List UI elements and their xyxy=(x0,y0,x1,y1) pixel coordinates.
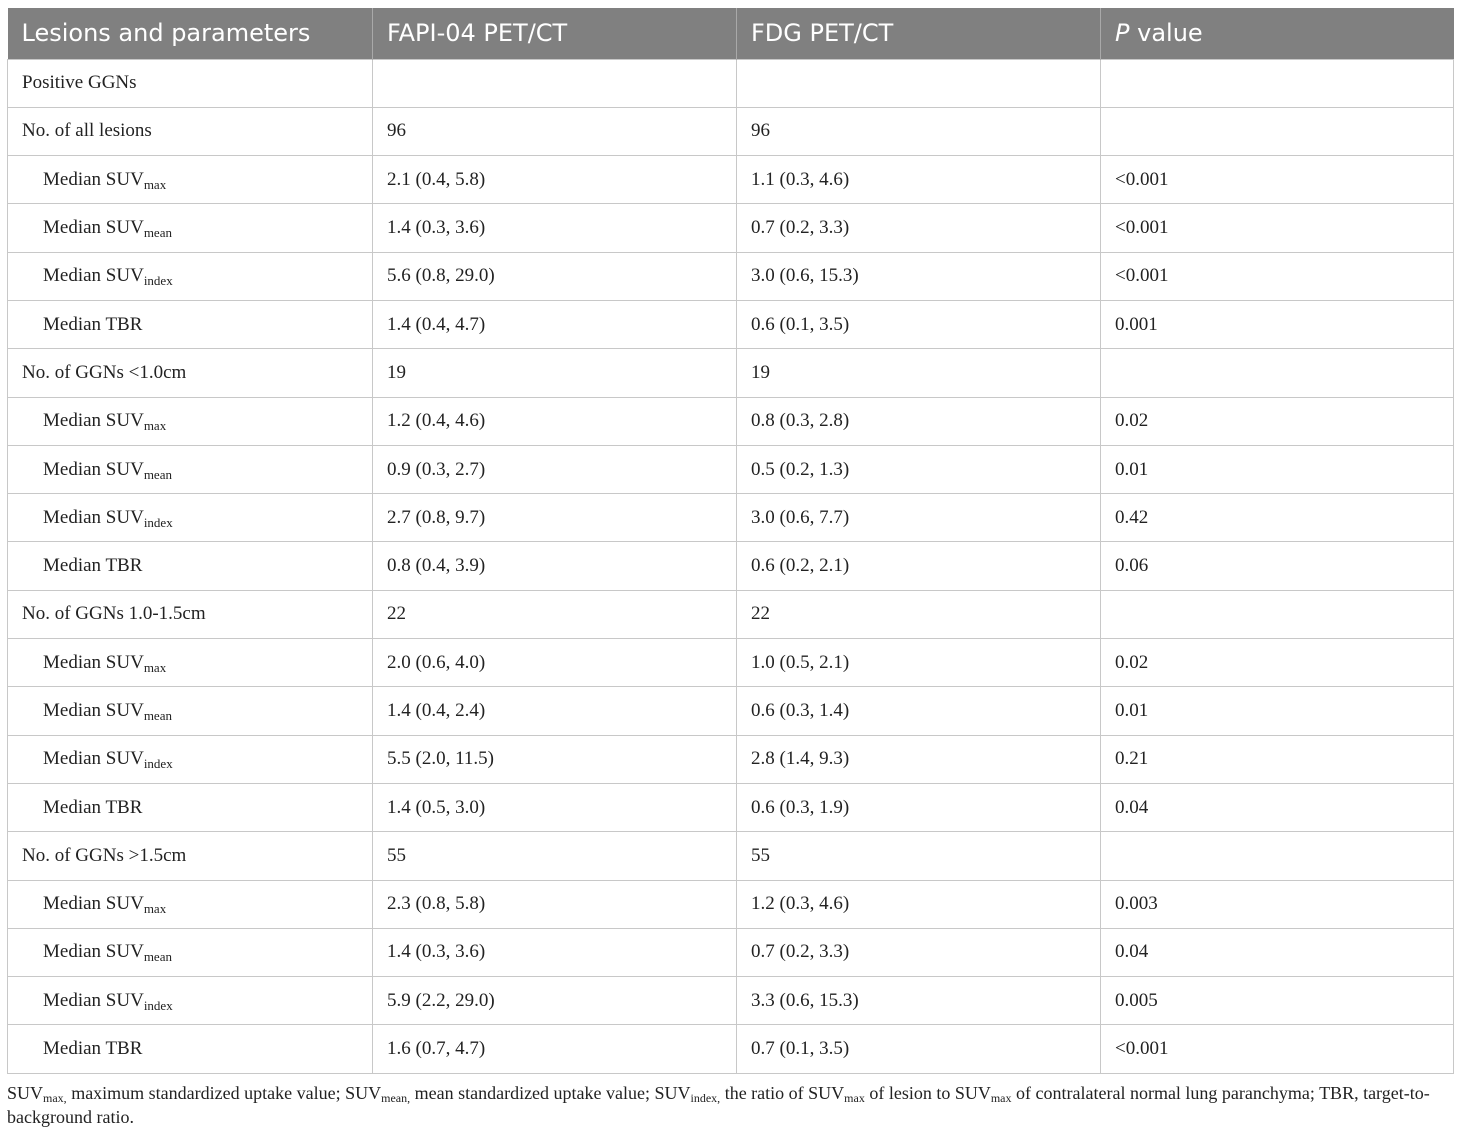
footnote-text: of lesion to SUV xyxy=(864,1083,991,1103)
cell-parameter xyxy=(8,300,373,348)
cell-fapi: 19 xyxy=(373,349,737,397)
cell-parameter xyxy=(8,349,373,397)
cell-parameter xyxy=(8,687,373,735)
parameter-subscript: max xyxy=(143,418,167,434)
cell-parameter xyxy=(8,880,373,928)
cell-fdg: 0.7 (0.1, 3.5) xyxy=(737,1025,1101,1073)
parameter-subscript: index xyxy=(143,514,173,530)
footnote-sub: max xyxy=(990,1091,1012,1105)
table-row xyxy=(8,107,1454,155)
table-row xyxy=(8,542,1454,590)
table-row xyxy=(8,494,1454,542)
footnote-sub: max, xyxy=(43,1091,67,1105)
cell-parameter xyxy=(8,204,373,252)
table-row xyxy=(8,735,1454,783)
cell-p-value: 0.02 xyxy=(1101,397,1454,445)
table-body xyxy=(8,59,1454,1073)
header-p-value xyxy=(1101,8,1454,59)
cell-fapi: 1.2 (0.4, 4.6) xyxy=(373,397,737,445)
table-row xyxy=(8,445,1454,493)
footnote-sub: max xyxy=(844,1091,865,1105)
cell-p-value xyxy=(1101,832,1454,880)
cell-fapi: 2.7 (0.8, 9.7) xyxy=(373,494,737,542)
cell-p-value: 0.01 xyxy=(1101,687,1454,735)
cell-fdg: 3.0 (0.6, 7.7) xyxy=(737,494,1101,542)
cell-fapi: 1.4 (0.3, 3.6) xyxy=(373,204,737,252)
footnote-text: maximum standardized uptake value; SUV xyxy=(66,1083,382,1103)
cell-fdg: 0.5 (0.2, 1.3) xyxy=(737,445,1101,493)
parameter-subscript: max xyxy=(143,176,167,192)
cell-fapi: 0.8 (0.4, 3.9) xyxy=(373,542,737,590)
cell-p-value: 0.005 xyxy=(1101,977,1454,1025)
cell-parameter xyxy=(8,107,373,155)
parameter-label: Median SUV xyxy=(43,989,144,1011)
header-lesions-parameters: Lesions and parameters xyxy=(8,8,373,59)
cell-fdg xyxy=(737,59,1101,107)
cell-fdg: 0.8 (0.3, 2.8) xyxy=(737,397,1101,445)
cell-parameter xyxy=(8,252,373,300)
cell-fapi: 5.5 (2.0, 11.5) xyxy=(373,735,737,783)
parameter-label: Positive GGNs xyxy=(22,72,137,94)
parameter-label: Median TBR xyxy=(43,1038,143,1060)
cell-p-value: <0.001 xyxy=(1101,1025,1454,1073)
cell-fdg: 2.8 (1.4, 9.3) xyxy=(737,735,1101,783)
header-p-italic: P xyxy=(1115,19,1130,48)
parameter-subscript: index xyxy=(143,756,173,772)
header-p-rest: value xyxy=(1129,19,1203,48)
footnote-sub: mean, xyxy=(381,1091,411,1105)
cell-fapi: 5.6 (0.8, 29.0) xyxy=(373,252,737,300)
table-row xyxy=(8,977,1454,1025)
cell-p-value xyxy=(1101,590,1454,638)
cell-fdg: 19 xyxy=(737,349,1101,397)
cell-p-value: 0.06 xyxy=(1101,542,1454,590)
cell-fapi: 0.9 (0.3, 2.7) xyxy=(373,445,737,493)
cell-fdg: 55 xyxy=(737,832,1101,880)
cell-p-value xyxy=(1101,59,1454,107)
cell-p-value: <0.001 xyxy=(1101,252,1454,300)
cell-fapi: 2.1 (0.4, 5.8) xyxy=(373,156,737,204)
parameter-label: Median SUV xyxy=(43,217,144,239)
cell-parameter xyxy=(8,590,373,638)
cell-fdg: 0.7 (0.2, 3.3) xyxy=(737,928,1101,976)
parameter-subscript: mean xyxy=(143,466,172,482)
cell-fapi: 1.4 (0.4, 4.7) xyxy=(373,300,737,348)
cell-parameter xyxy=(8,639,373,687)
cell-fdg: 0.6 (0.2, 2.1) xyxy=(737,542,1101,590)
table-row xyxy=(8,300,1454,348)
cell-fapi: 1.6 (0.7, 4.7) xyxy=(373,1025,737,1073)
cell-p-value: <0.001 xyxy=(1101,156,1454,204)
parameter-label: Median SUV xyxy=(43,265,144,287)
cell-fdg: 0.6 (0.1, 3.5) xyxy=(737,300,1101,348)
cell-fdg: 22 xyxy=(737,590,1101,638)
table-row xyxy=(8,252,1454,300)
parameter-label: Median SUV xyxy=(43,700,144,721)
cell-fapi: 96 xyxy=(373,107,737,155)
parameter-subscript: mean xyxy=(143,949,172,965)
parameter-label: Median TBR xyxy=(43,313,143,335)
cell-p-value: <0.001 xyxy=(1101,204,1454,252)
cell-fdg: 1.2 (0.3, 4.6) xyxy=(737,880,1101,928)
table-row xyxy=(8,687,1454,735)
cell-fapi: 5.9 (2.2, 29.0) xyxy=(373,977,737,1025)
parameter-label: No. of GGNs 1.0-1.5cm xyxy=(22,603,206,625)
cell-parameter xyxy=(8,928,373,976)
cell-fdg: 3.3 (0.6, 15.3) xyxy=(737,977,1101,1025)
cell-p-value: 0.001 xyxy=(1101,300,1454,348)
parameter-label: Median SUV xyxy=(43,651,144,673)
parameter-label: Median SUV xyxy=(43,410,144,432)
cell-p-value xyxy=(1101,107,1454,155)
table-header xyxy=(8,8,1454,59)
table-row xyxy=(8,204,1454,252)
table-row xyxy=(8,59,1454,107)
parameter-label: Median TBR xyxy=(43,796,143,818)
cell-p-value: 0.01 xyxy=(1101,445,1454,493)
cell-fapi: 1.4 (0.3, 3.6) xyxy=(373,928,737,976)
cell-parameter xyxy=(8,156,373,204)
cell-p-value: 0.04 xyxy=(1101,783,1454,831)
table-row xyxy=(8,397,1454,445)
table-row xyxy=(8,156,1454,204)
footnote-text: mean standardized uptake value; SUV xyxy=(410,1083,691,1103)
cell-fapi xyxy=(373,59,737,107)
table-row xyxy=(8,1025,1454,1073)
footnote-text: SUV xyxy=(7,1083,44,1103)
cell-fdg: 0.6 (0.3, 1.9) xyxy=(737,783,1101,831)
cell-parameter xyxy=(8,494,373,542)
cell-fdg: 3.0 (0.6, 15.3) xyxy=(737,252,1101,300)
footnote-text: of contralateral normal lung paranchyma; TBR, target-to-background ratio. xyxy=(7,1083,1430,1127)
table-footnote xyxy=(7,1081,1453,1129)
cell-fdg: 0.6 (0.3, 1.4) xyxy=(737,687,1101,735)
parameter-subscript: index xyxy=(143,997,173,1013)
parameter-label: Median SUV xyxy=(43,168,144,190)
parameter-subscript: max xyxy=(143,901,167,917)
table-row xyxy=(8,639,1454,687)
parameter-label: Median SUV xyxy=(43,748,144,770)
table-row xyxy=(8,590,1454,638)
cell-fdg: 1.0 (0.5, 2.1) xyxy=(737,639,1101,687)
cell-p-value: 0.04 xyxy=(1101,928,1454,976)
results-table xyxy=(7,8,1454,1074)
cell-parameter xyxy=(8,977,373,1025)
cell-p-value: 0.42 xyxy=(1101,494,1454,542)
cell-parameter xyxy=(8,59,373,107)
cell-fapi: 2.3 (0.8, 5.8) xyxy=(373,880,737,928)
footnote-sub: index, xyxy=(690,1091,721,1105)
parameter-label: Median SUV xyxy=(43,941,144,963)
cell-p-value xyxy=(1101,349,1454,397)
parameter-label: Median SUV xyxy=(43,893,144,915)
table-row xyxy=(8,349,1454,397)
parameter-label: No. of all lesions xyxy=(22,120,152,142)
parameter-subscript: mean xyxy=(143,708,172,723)
cell-fdg: 1.1 (0.3, 4.6) xyxy=(737,156,1101,204)
cell-p-value: 0.003 xyxy=(1101,880,1454,928)
parameter-subscript: mean xyxy=(143,225,172,241)
cell-fdg: 96 xyxy=(737,107,1101,155)
parameter-label: No. of GGNs >1.5cm xyxy=(22,844,187,866)
header-fapi: FAPI-04 PET/CT xyxy=(373,8,737,59)
cell-fapi: 55 xyxy=(373,832,737,880)
parameter-label: Median TBR xyxy=(43,555,143,577)
header-row xyxy=(8,8,1454,59)
parameter-label: Median SUV xyxy=(43,506,144,528)
cell-parameter xyxy=(8,1025,373,1073)
cell-parameter xyxy=(8,735,373,783)
table-row xyxy=(8,832,1454,880)
table-row xyxy=(8,928,1454,976)
cell-parameter xyxy=(8,832,373,880)
cell-parameter xyxy=(8,397,373,445)
table-row xyxy=(8,880,1454,928)
parameter-subscript: index xyxy=(143,273,173,289)
cell-p-value: 0.21 xyxy=(1101,735,1454,783)
cell-parameter xyxy=(8,783,373,831)
parameter-label: Median SUV xyxy=(43,458,144,480)
parameter-subscript: max xyxy=(143,659,167,675)
cell-fapi: 1.4 (0.5, 3.0) xyxy=(373,783,737,831)
cell-fapi: 1.4 (0.4, 2.4) xyxy=(373,687,737,735)
header-fdg: FDG PET/CT xyxy=(737,8,1101,59)
cell-parameter xyxy=(8,445,373,493)
parameter-label: No. of GGNs <1.0cm xyxy=(22,361,187,383)
cell-parameter xyxy=(8,542,373,590)
table-row xyxy=(8,783,1454,831)
cell-fdg: 0.7 (0.2, 3.3) xyxy=(737,204,1101,252)
footnote-text: the ratio of SUV xyxy=(720,1083,845,1103)
cell-fapi: 2.0 (0.6, 4.0) xyxy=(373,639,737,687)
cell-fapi: 22 xyxy=(373,590,737,638)
results-table-container xyxy=(7,8,1453,1074)
cell-p-value: 0.02 xyxy=(1101,639,1454,687)
